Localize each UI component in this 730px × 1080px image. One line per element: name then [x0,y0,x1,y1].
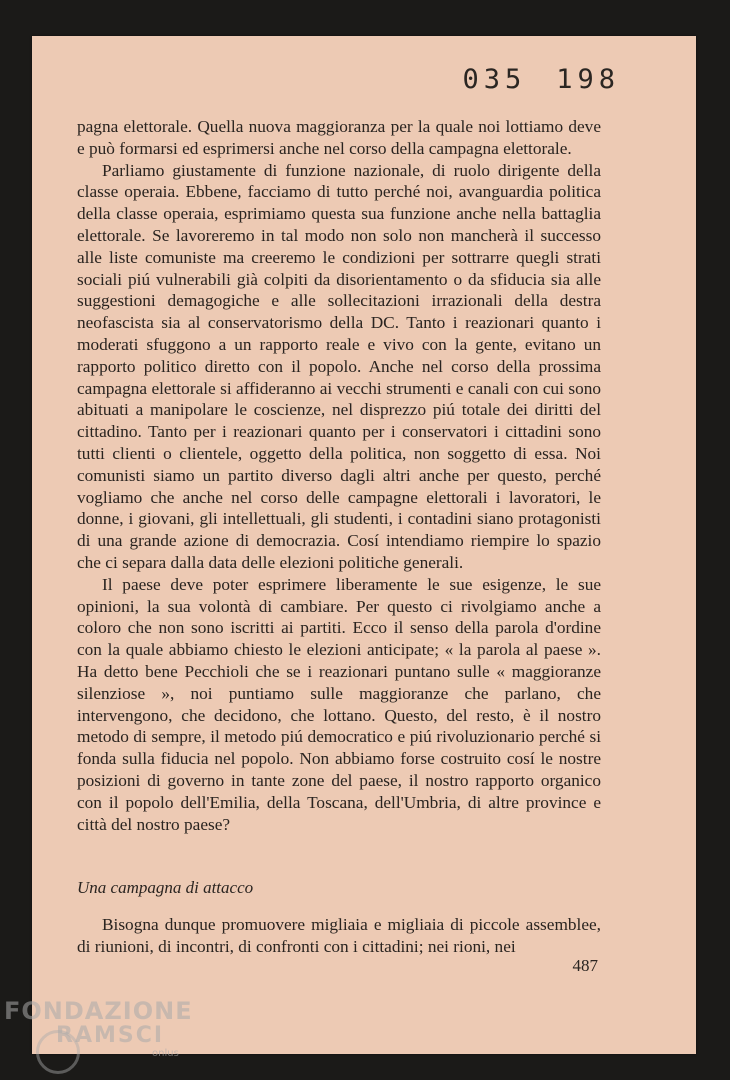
paragraph-continuation: pagna elettorale. Quella nuova maggioranza per la quale noi lottiamo deve e può formarsi ed esprimersi anche nel corso della campagna elettorale. [77,117,601,158]
watermark-line1: FONDAZIONE [4,997,193,1025]
foundation-watermark [4,997,193,1059]
body-text [77,116,601,835]
archive-number-a: 035 [462,64,527,95]
watermark-logo-icon [36,1030,80,1074]
watermark-onlus: onlus [152,1048,179,1059]
archive-number-b: 198 [556,64,620,95]
paragraph: Bisogna dunque promuovere migliaia e migliaia di piccole assemblee, di riunioni, di incontri, di confronti con i cittadini; nei rioni, nei [77,915,601,956]
section-heading: Una campagna di attacco [77,878,254,897]
watermark-line2: RAMSCI [56,1023,165,1048]
document-page [32,36,696,1054]
paragraph: Parliamo giustamente di funzione nazionale, di ruolo dirigente della classe operaia. Ebbene, facciamo di tutto perché noi, avanguardia politica della classe operaia, esprimiamo questa sua funzione anche nella battaglia elettorale. Se lavoreremo in tal modo non solo non mancherà il successo alle liste comuniste ma creeremo le condizioni per sottrarre quegli strati sociali piú vulnerabili già colpiti da disorientamento o da sfiducia sia alle suggestioni demagogiche e alle sollecitazioni irrazionali della destra neofascista sia al conservatorismo della DC. Tanto i reazionari quanto i moderati sfuggono a un rapporto reale e vivo con la gente, evitano un rapporto politico diretto con il popolo. Anche nel corso della prossima campagna elettorale si affideranno ai vecchi strumenti e canali con cui sono abituati a manipolare le coscienze, nel disprezzo piú totale dei diritti del cittadino. Tanto per i reazionari quanto per i conservatori i cittadini sono tutti clienti o clientele, oggetto della politica, non soggetto di essa. Noi comunisti siamo un partito diverso dagli altri anche per questo, perché vogliamo che anche nel corso delle campagne elettorali i lavoratori, le donne, i giovani, gli intellettuali, gli studenti, i contadini siano protagonisti di una grande azione di democrazia. Cosí intendiamo riempire lo spazio che ci separa dalla data delle elezioni politiche generali. [77,160,601,572]
paragraph: Il paese deve poter esprimere liberamente le sue esigenze, le sue opinioni, la sua volontà di cambiare. Per questo ci rivolgiamo anche a coloro che non sono iscritti ai partiti. Ecco il senso della parola d'ordine con la quale abbiamo chiesto le elezioni anticipate; « la parola al paese ». Ha detto bene Pecchioli che se i reazionari puntano sulle « maggioranze silenziose », noi puntiamo sulle maggioranze che parlano, che intervengono, che decidono, che lottano. Questo, del resto, è il nostro metodo di sempre, il metodo piú democratico e piú rivoluzionario perché si fonda sulla fiducia nel popolo. Non abbiamo forse costruito cosí le nostre posizioni di governo in tante zone del paese, il nostro rapporto organico con il popolo dell'Emilia, della Toscana, dell'Umbria, di altre province e città del nostro paese? [77,574,601,834]
page-number: 487 [572,956,598,975]
section-body [77,914,601,958]
archive-number [462,64,620,95]
